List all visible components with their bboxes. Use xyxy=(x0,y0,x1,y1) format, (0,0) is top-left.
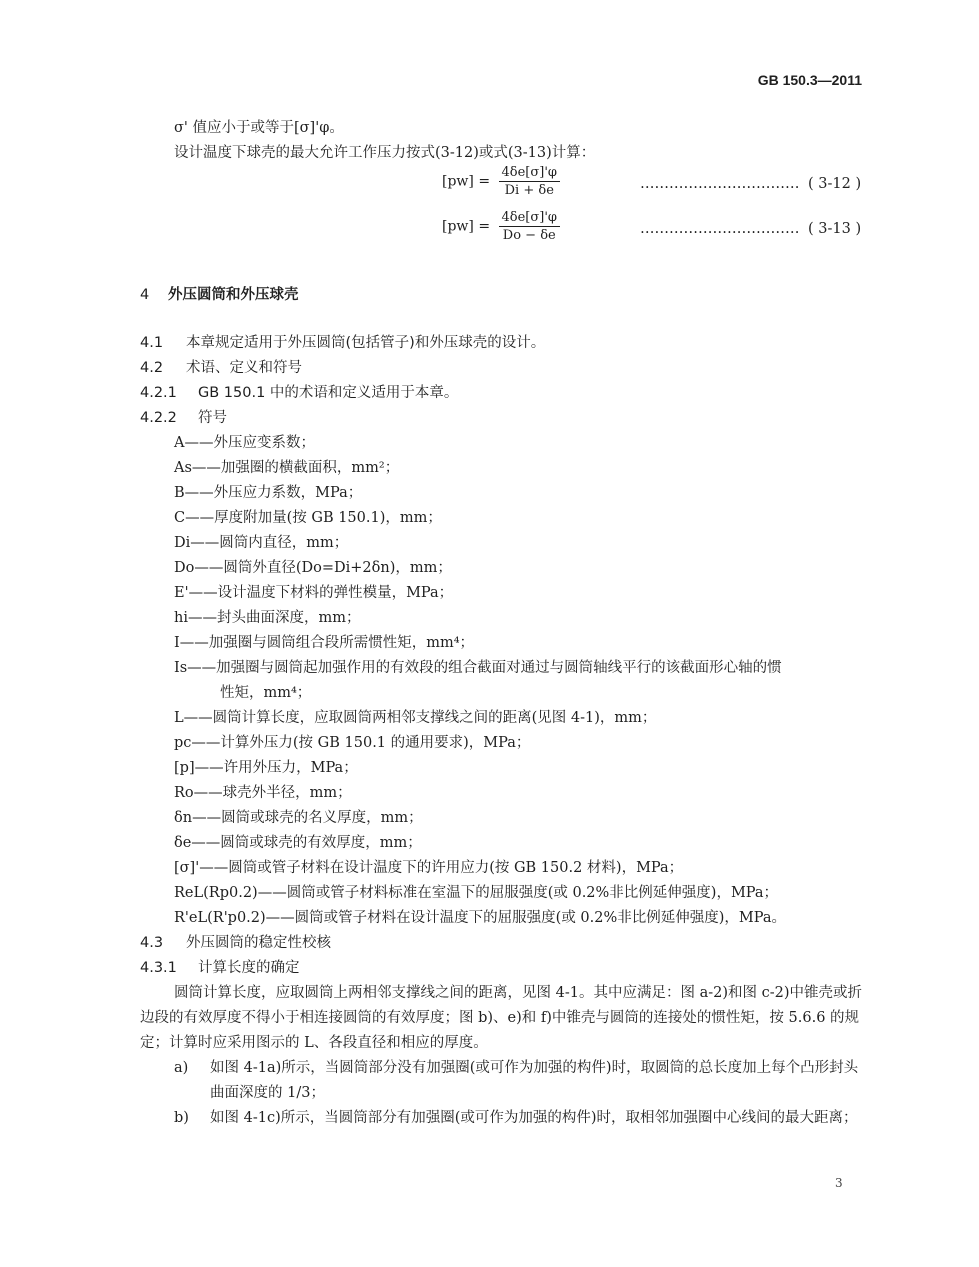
section-4-1 xyxy=(140,331,545,352)
section-number: 4.3 xyxy=(140,935,164,951)
symbol-item: δe——圆筒或球壳的有效厚度，mm； xyxy=(174,835,422,851)
equation-3-12 xyxy=(442,165,560,198)
symbol-item: Is——加强圈与圆筒起加强作用的有效段的组合截面对通过与圆筒轴线平行的该截面形心轴的惯 xyxy=(174,660,782,676)
section-4-2-2 xyxy=(140,406,227,427)
symbol-item: ReL(Rp0.2)——圆筒或管子材料标准在室温下的屈服强度(或 0.2%非比例延伸强度)，MPa； xyxy=(174,885,779,901)
section-text: 符号 xyxy=(198,410,227,426)
equation-fraction xyxy=(499,165,561,198)
list-item-label: a) xyxy=(174,1060,189,1076)
equation-3-13 xyxy=(442,210,560,243)
symbol-item: As——加强圈的横截面积，mm²； xyxy=(174,460,400,476)
symbol-item: B——外压应力系数，MPa； xyxy=(174,485,363,501)
symbol-item: hi——封头曲面深度，mm； xyxy=(174,610,361,626)
symbol-item: C——厚度附加量(按 GB 150.1)，mm； xyxy=(174,510,442,526)
chapter-title: 外压圆筒和外压球壳 xyxy=(168,287,299,303)
symbol-item: Do——圆筒外直径(Do=Di+2δn)，mm； xyxy=(174,560,452,576)
symbol-item: pc——计算外压力(按 GB 150.1 的通用要求)，MPa； xyxy=(174,735,531,751)
symbol-item: E'——设计温度下材料的弹性模量，MPa； xyxy=(174,585,454,601)
symbol-item: R'eL(R'p0.2)——圆筒或管子材料在设计温度下的屈服强度(或 0.2%非比例延伸强度)，MPa。 xyxy=(174,910,787,926)
symbol-item: L——圆筒计算长度，应取圆筒两相邻支撑线之间的距离(见图 4-1)，mm； xyxy=(174,710,657,726)
section-number: 4.2 xyxy=(140,360,164,376)
section-4-3 xyxy=(140,931,331,952)
chapter-heading xyxy=(140,283,299,304)
section-text: GB 150.1 中的术语和定义适用于本章。 xyxy=(198,385,459,401)
equation-3-13-tag: ( 3-13 ) xyxy=(808,221,862,237)
intro-line-1: σ' 值应小于或等于[σ]'φ。 xyxy=(174,120,344,136)
section-number: 4.3.1 xyxy=(140,960,177,976)
chapter-number: 4 xyxy=(140,287,150,303)
equation-fraction xyxy=(499,210,561,243)
section-text: 术语、定义和符号 xyxy=(186,360,302,376)
symbol-item: Di——圆筒内直径，mm； xyxy=(174,535,349,551)
symbol-item: Ro——球壳外半径，mm； xyxy=(174,785,352,801)
list-item-label: b) xyxy=(174,1110,189,1126)
section-text: 外压圆筒的稳定性校核 xyxy=(186,935,331,951)
list-item xyxy=(174,1106,864,1131)
symbol-item: I——加强圈与圆筒组合段所需惯性矩，mm⁴； xyxy=(174,635,475,651)
list-item xyxy=(174,1056,864,1106)
section-text: 计算长度的确定 xyxy=(198,960,300,976)
list-item-text: 如图 4-1c)所示，当圆筒部分有加强圈(或可作为加强的构件)时，取相邻加强圈中心线间的最大距离； xyxy=(210,1110,858,1126)
equation-lhs: [pw] = xyxy=(442,173,491,190)
equation-3-12-leader: …………………………… xyxy=(640,176,800,192)
body-paragraph: 圆筒计算长度，应取圆筒上两相邻支撑线之间的距离，见图 4-1。其中应满足：图 a-2)和图 c-2)中锥壳或折边段的有效厚度不得小于相连接圆筒的有效厚度；图 b)、e)和 f)中锥壳与圆筒的连接处的惯性矩，按 5.6.6 的规定；计算时应采用图示的 L、各段直径和相应的厚度。 xyxy=(140,985,863,1051)
section-4-3-1 xyxy=(140,956,300,977)
standard-code-header: GB 150.3—2011 xyxy=(757,72,862,88)
symbol-item: A——外压应变系数； xyxy=(174,435,315,451)
section-number: 4.2.2 xyxy=(140,410,177,426)
equation-denominator: Di + δe xyxy=(504,183,554,198)
equation-numerator: 4δe[σ]'φ xyxy=(499,210,561,227)
equation-3-12-tag: ( 3-12 ) xyxy=(808,176,862,192)
list-item-text: 如图 4-1a)所示，当圆筒部分没有加强圈(或可作为加强的构件)时，取圆筒的总长度加上每个凸形封头曲面深度的 1/3； xyxy=(210,1060,859,1101)
equation-denominator: Do − δe xyxy=(502,228,556,243)
section-4-2 xyxy=(140,356,302,377)
equation-lhs: [pw] = xyxy=(442,218,491,235)
equation-numerator: 4δe[σ]'φ xyxy=(499,165,561,182)
symbol-item: [σ]'——圆筒或管子材料在设计温度下的许用应力(按 GB 150.2 材料)，MPa； xyxy=(174,860,684,876)
equation-3-13-leader: …………………………… xyxy=(640,221,800,237)
section-number: 4.2.1 xyxy=(140,385,177,401)
section-text: 本章规定适用于外压圆筒(包括管子)和外压球壳的设计。 xyxy=(186,335,546,351)
symbol-item-continuation: 性矩，mm⁴； xyxy=(220,685,312,701)
symbol-item: δn——圆筒或球壳的名义厚度，mm； xyxy=(174,810,423,826)
section-4-2-1 xyxy=(140,381,458,402)
intro-line-2: 设计温度下球壳的最大允许工作压力按式(3-12)或式(3-13)计算： xyxy=(174,145,596,161)
page-number: 3 xyxy=(835,1176,843,1190)
symbol-item: [p]——许用外压力，MPa； xyxy=(174,760,358,776)
section-number: 4.1 xyxy=(140,335,164,351)
